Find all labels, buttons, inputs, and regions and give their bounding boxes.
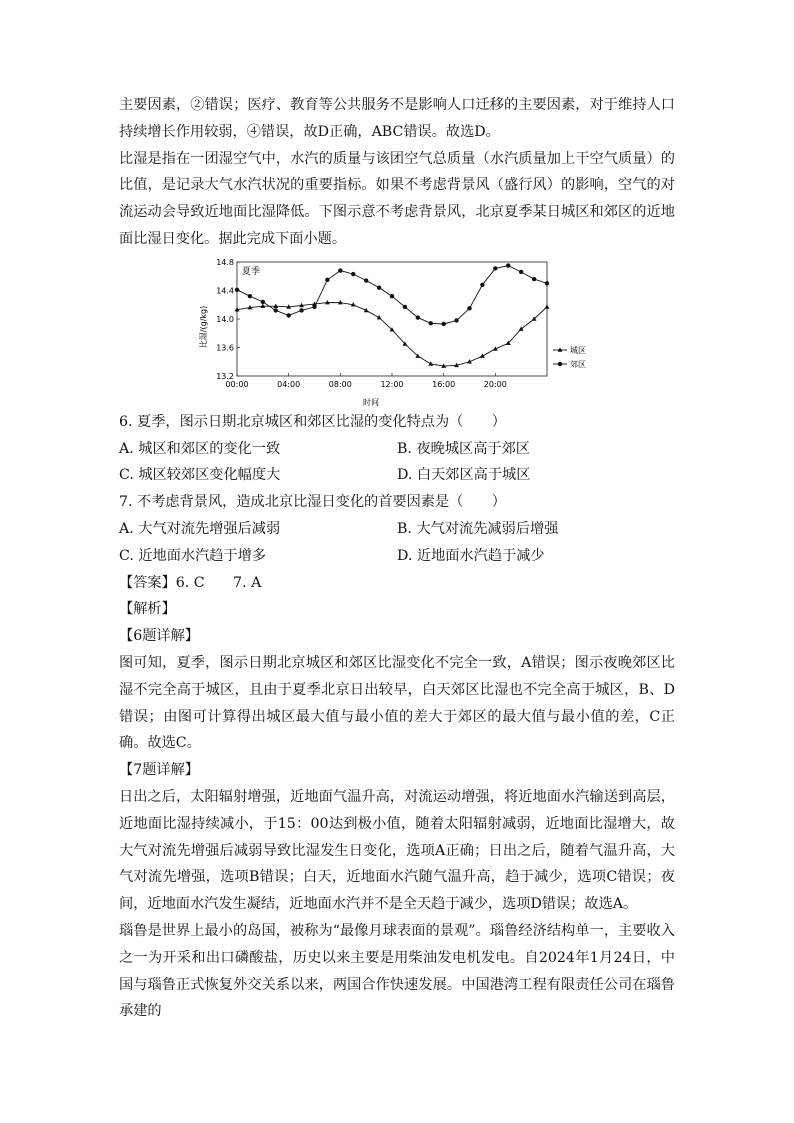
document-page (119, 92, 675, 1025)
answer-line: 【答案】6. C 7. A (119, 574, 262, 591)
data-point (299, 308, 303, 312)
x-tick-label: 16:00 (432, 379, 456, 389)
q7-option-c: C. 近地面水汽趋于增多 (119, 547, 267, 564)
q7-option-d: D. 近地面水汽趋于减少 (397, 547, 545, 564)
data-point (545, 281, 549, 285)
plot-frame (237, 262, 547, 376)
data-point (261, 299, 265, 303)
question-6-options-row1 (119, 436, 675, 463)
x-tick-label: 12:00 (380, 379, 404, 389)
legend-marker (558, 362, 562, 366)
data-point (377, 315, 382, 319)
humidity-chart-svg (197, 257, 597, 407)
paragraph-intro: 比湿是指在一团湿空气中，水汽的质量与该团空气总质量（水汽质量加上干空气质量）的比值，是记录大气水汽状况的重要指标。如果不考虑背景风（盛行风）的影响，空气的对流运动会导致近地面比湿降低。下图示意不考虑背景风，北京夏季某日城区和郊区的近地面比湿日变化。据此完成下面小题。 (119, 150, 675, 247)
paragraph-nauru: 瑙鲁是世界上最小的岛国，被称为“最像月球表面的景观”。瑙鲁经济结构单一，主要收入之一为开采和出口磷酸盐，历史以来主要是用柴油发电机发电。自2024年1月24日，中国与瑙鲁正式恢复外交关系以来，两国合作快速发展。中国港湾工程有限责任公司在瑙鲁承建的 (119, 922, 675, 1020)
data-point (441, 322, 445, 326)
q6-option-b: B. 夜晚城区高于郊区 (397, 440, 530, 457)
question-7-options-row2 (119, 543, 675, 570)
y-tick-label: 14.8 (216, 257, 234, 267)
q6-option-d: D. 白天郊区高于城区 (397, 467, 531, 484)
y-tick-label: 13.6 (216, 343, 234, 353)
data-point (416, 315, 420, 319)
data-point (377, 285, 381, 289)
x-tick-label: 08:00 (328, 379, 352, 389)
detail-7-text: 日出之后，太阳辐射增强，近地面气温升高，对流运动增强，将近地面水汽输送到高层，近地面比湿持续减小，于15：00达到极小值，随着太阳辐射减弱，近地面比湿增大，故大气对流先增强后减弱导致比湿发生日变化，选项A正确；日出之后，随着气温升高，大气对流先增强，选项B错误；白天，近地面水汽随气温升高，趋于减少，选项C错误；夜间，近地面水汽发生凝结，近地面水汽并不是全天趋于减少，选项D错误；故选A。 (119, 788, 675, 913)
data-point (235, 287, 239, 291)
x-tick-label: 00:00 (225, 379, 249, 389)
data-point (403, 304, 407, 308)
data-point (480, 282, 484, 286)
series-line-城区 (237, 302, 547, 365)
detail-6-label: 【6题详解】 (119, 628, 199, 645)
data-point (248, 294, 252, 298)
data-point (428, 361, 433, 365)
q7-option-b: B. 大气对流先减弱后增强 (397, 520, 559, 537)
data-point (519, 270, 523, 274)
data-point (274, 308, 278, 312)
data-point (480, 353, 485, 357)
q7-option-a: A. 大气对流先增强后减弱 (119, 520, 281, 537)
data-point (325, 277, 329, 281)
humidity-chart (119, 257, 675, 407)
x-tick-label: 04:00 (277, 379, 301, 389)
data-point (545, 304, 550, 308)
y-tick-label: 14.0 (216, 314, 234, 324)
data-point (338, 268, 342, 272)
question-6-stem: 6. 夏季，图示日期北京城区和郊区比湿的变化特点为（ ） (119, 413, 506, 430)
question-7-options-row1 (119, 516, 675, 543)
data-point (429, 321, 433, 325)
q6-option-c: C. 城区较郊区变化幅度大 (119, 467, 281, 484)
detail-6-text: 图可知，夏季，图示日期北京城区和郊区比湿变化不完全一致，A错误；图示夜晚郊区比湿不完全高于城区，且由于夏季北京日出较早，白天郊区比湿也不完全高于城区，B、D错误；由图可计算得出城区最大值与最小值的差大于郊区的最大值与最小值的差，C正确。故选C。 (119, 654, 675, 752)
data-point (519, 326, 524, 330)
data-point (390, 294, 394, 298)
analysis-label: 【解析】 (119, 601, 176, 618)
chart-title: 夏季 (242, 266, 261, 277)
data-point (454, 318, 458, 322)
chart-ylabel: 比湿/(g/kg) (199, 305, 208, 348)
data-point (312, 304, 316, 308)
paragraph-prev-answer: 主要因素，②错误；医疗、教育等公共服务不是影响人口迁移的主要因素，对于维持人口持续增长作用较弱，④错误，故D正确，ABC错误。故选D。 (119, 97, 675, 140)
chart-xlabel: 时间 (363, 397, 379, 407)
question-6-options-row2 (119, 462, 675, 489)
data-point (351, 272, 355, 276)
y-tick-label: 14.4 (216, 286, 234, 296)
x-tick-label: 20:00 (483, 379, 507, 389)
legend-label: 城区 (570, 345, 586, 355)
data-point (364, 278, 368, 282)
data-point (493, 266, 497, 270)
q6-option-a: A. 城区和郊区的变化一致 (119, 440, 281, 457)
data-point (506, 263, 510, 267)
data-point (532, 277, 536, 281)
data-point (286, 313, 290, 317)
legend-label: 郊区 (570, 359, 586, 369)
detail-7-label: 【7题详解】 (119, 762, 199, 779)
question-7-stem: 7. 不考虑背景风，造成北京比湿日变化的首要因素是（ ） (119, 494, 506, 511)
y-tick-label: 13.2 (216, 371, 234, 381)
data-point (467, 306, 471, 310)
